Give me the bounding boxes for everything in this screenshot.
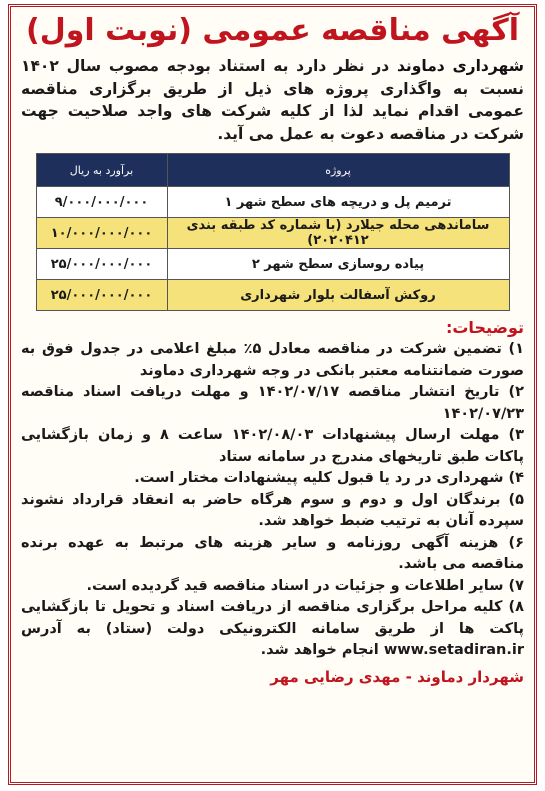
- project-amount: ۱۰/۰۰۰/۰۰۰/۰۰۰: [36, 218, 167, 249]
- project-amount: ۲۵/۰۰۰/۰۰۰/۰۰۰: [36, 249, 167, 280]
- note-item: ۳) مهلت ارسال پیشنهادات ۱۴۰۲/۰۸/۰۳ ساعت ۸ و زمان بازگشایی پاکات طبق تاریخهای مندرج در سامانه ستاد: [21, 427, 524, 465]
- table-row: [36, 249, 509, 280]
- intro-paragraph: [21, 55, 524, 145]
- table-header-row: [36, 154, 509, 187]
- header-project: پروژه: [167, 154, 509, 187]
- organization-name: شهرداری دماوند: [396, 57, 524, 75]
- projects-table: [36, 153, 510, 311]
- signature: شهردار دماوند - مهدی رضایی مهر: [270, 667, 524, 686]
- table-row: [36, 187, 509, 218]
- note-item: ۷) سایر اطلاعات و جزئیات در اسناد مناقصه قید گردیده است.: [86, 577, 524, 594]
- notes-heading: توضیحات:: [445, 318, 524, 337]
- note-8-end: انجام خواهد شد.: [260, 642, 384, 658]
- note-item: ۴) شهرداری در رد یا قبول کلیه پیشنهادات مختار است.: [134, 470, 524, 486]
- intro-text: در نظر دارد به استناد بودجه مصوب سال ۱۴۰۲ نسبت به واگذاری پروژه های ذیل از طریق برگزاری مناقصه عمومی اقدام نماید لذا از کلیه شرکت های واجد صلاحیت جهت شرکت در مناقصه دعوت به عمل می آید.: [21, 57, 524, 143]
- note-8-text: ۸) کلیه مراحل برگزاری مناقصه از دریافت اسناد و تحویل تا بازگشایی پاکت ها از طریق سامانه الکترونیکی دولت (ستاد) به آدرس: [21, 599, 524, 637]
- website-link[interactable]: www.setadiran.ir: [383, 642, 524, 658]
- note-item: ۲) تاریخ انتشار مناقصه ۱۴۰۲/۰۷/۱۷ و مهلت دریافت اسناد مناقصه ۱۴۰۲/۰۷/۲۳: [21, 384, 525, 422]
- table-row: [36, 280, 509, 311]
- note-item: [21, 597, 524, 662]
- project-name: ترمیم پل و دریچه های سطح شهر ۱: [167, 187, 509, 218]
- notes-list: [21, 339, 524, 662]
- note-item: ۱) تضمین شرکت در مناقصه معادل ۵٪ مبلغ اعلامی در جدول فوق به صورت ضمانتنامه معتبر بانکی در وجه شهرداری دماوند: [21, 341, 524, 379]
- project-name: پیاده روسازی سطح شهر ۲: [167, 249, 509, 280]
- project-amount: ۲۵/۰۰۰/۰۰۰/۰۰۰: [36, 280, 167, 311]
- project-amount: ۹/۰۰۰/۰۰۰/۰۰۰: [36, 187, 167, 218]
- project-name: روکش آسفالت بلوار شهرداری: [167, 280, 509, 311]
- table-row: [36, 218, 509, 249]
- project-name: ساماندهی محله جیلارد (با شماره کد طبقه بندی ۲۰۲۰۴۱۲): [167, 218, 509, 249]
- header-estimate: برآورد به ریال: [36, 154, 167, 187]
- notice-title: آگهی مناقصه عمومی (نوبت اول): [26, 13, 519, 48]
- tender-notice: [8, 4, 537, 785]
- note-item: ۵) برندگان اول و دوم و سوم هرگاه حاضر به انعقاد قرارداد نشوند سپرده آنان به ترتیب ضبط خواهد شد.: [21, 491, 524, 529]
- note-item: ۶) هزینه آگهی روزنامه و سایر هزینه های مرتبط به عهده برنده مناقصه می باشد.: [21, 534, 524, 572]
